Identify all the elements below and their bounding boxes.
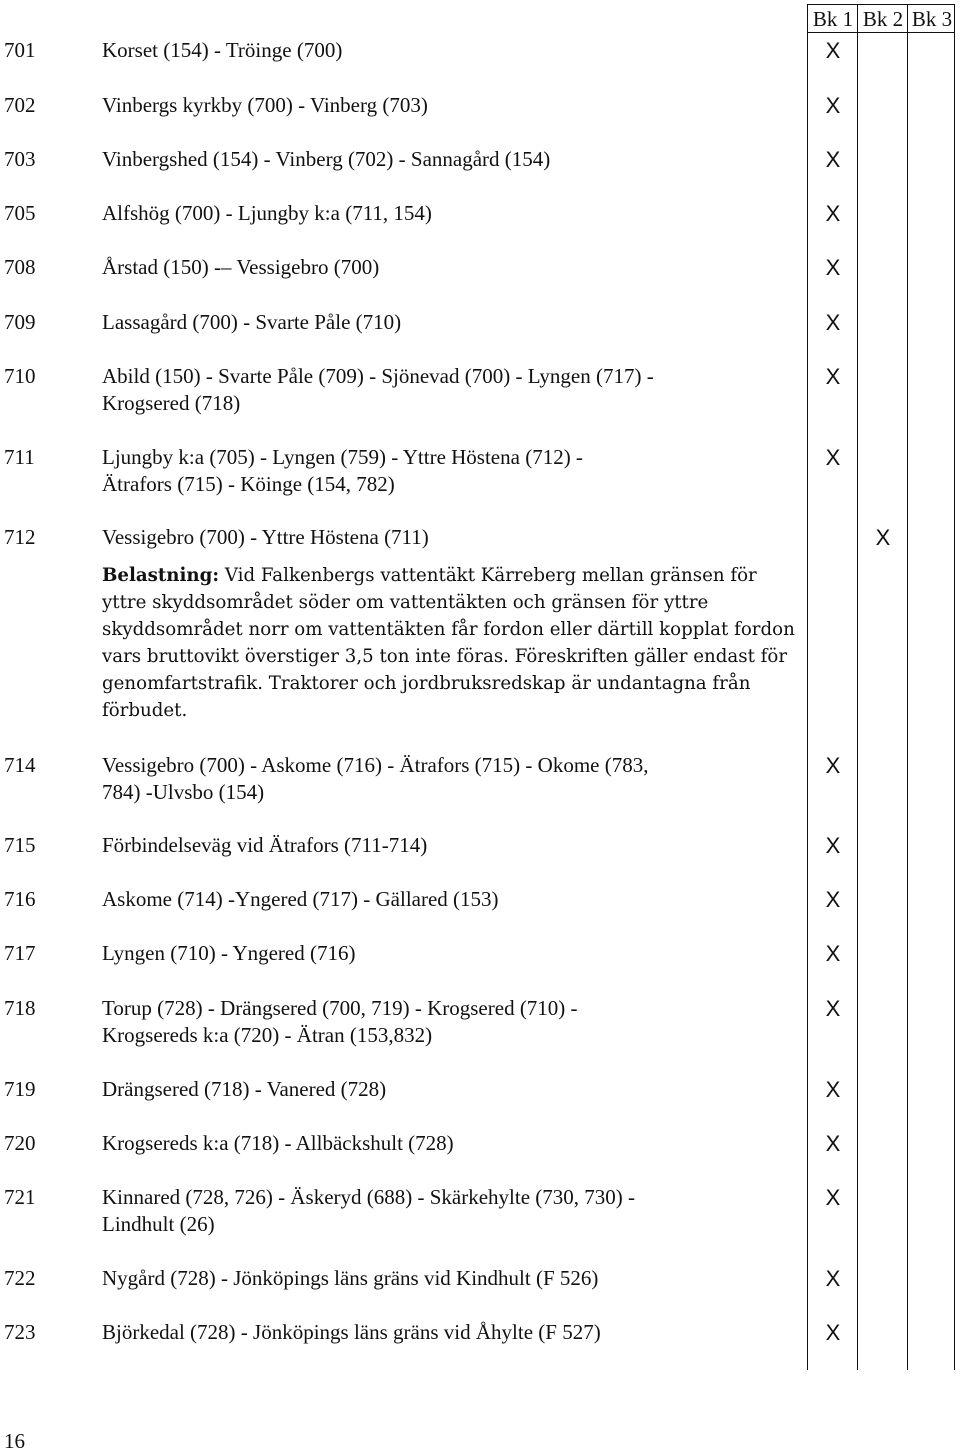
bk2-mark: X bbox=[875, 525, 891, 550]
road-number: 710 bbox=[4, 364, 36, 388]
road-description: Alfshög (700) - Ljungby k:a (711, 154) bbox=[102, 201, 432, 225]
road-number: 717 bbox=[4, 941, 36, 965]
road-description: Korset (154) - Tröinge (700) bbox=[102, 38, 343, 62]
road-description: Förbindelseväg vid Ätrafors (711-714) bbox=[102, 833, 428, 857]
road-number: 721 bbox=[4, 1185, 36, 1209]
road-number: 722 bbox=[4, 1266, 36, 1290]
road-description: Abild (150) - Svarte Påle (709) - Sjönevad (700) - Lyngen (717) - Krogsered (718) bbox=[102, 364, 654, 415]
road-description: Vessigebro (700) - Askome (716) - Ätrafors (715) - Okome (783, 784) -Ulvsbo (154) bbox=[102, 753, 649, 804]
road-number: 720 bbox=[4, 1131, 36, 1155]
column-header-bk3: Bk 3 bbox=[911, 7, 953, 31]
road-description: Vinbergshed (154) - Vinberg (702) - Sannagård (154) bbox=[102, 147, 551, 171]
load-restriction-note bbox=[102, 562, 802, 724]
bk1-mark: X bbox=[825, 201, 841, 226]
road-number: 714 bbox=[4, 753, 36, 777]
bk1-mark: X bbox=[825, 445, 841, 470]
road-description: Vessigebro (700) - Yttre Höstena (711) bbox=[102, 525, 429, 549]
bk1-mark: X bbox=[825, 1266, 841, 1291]
road-number: 705 bbox=[4, 201, 36, 225]
road-description: Askome (714) -Yngered (717) - Gällared (153) bbox=[102, 887, 499, 911]
bk1-mark: X bbox=[825, 996, 841, 1021]
note-label: Belastning: bbox=[102, 565, 220, 586]
road-description: Nygård (728) - Jönköpings läns gräns vid Kindhult (F 526) bbox=[102, 1266, 599, 1290]
road-description: Björkedal (728) - Jönköpings läns gräns vid Åhylte (F 527) bbox=[102, 1320, 601, 1344]
road-description: Torup (728) - Drängsered (700, 719) - Krogsered (710) - Krogsereds k:a (720) - Ätran (153,832) bbox=[102, 996, 578, 1047]
bk1-mark: X bbox=[825, 941, 841, 966]
road-description: Lassagård (700) - Svarte Påle (710) bbox=[102, 310, 402, 334]
road-number: 718 bbox=[4, 996, 36, 1020]
road-number: 719 bbox=[4, 1077, 36, 1101]
road-description: Ljungby k:a (705) - Lyngen (759) - Yttre Höstena (712) - Ätrafors (715) - Köinge (154, 782) bbox=[102, 445, 583, 496]
bk1-mark: X bbox=[825, 1320, 841, 1345]
bk1-mark: X bbox=[825, 1185, 841, 1210]
column-header-bk2: Bk 2 bbox=[862, 7, 904, 31]
note-text: Vid Falkenbergs vattentäkt Kärreberg mellan gränsen för yttre skyddsområdet söder om vattentäkten och gränsen för yttre skyddsområdet norr om vattentäkten får fordon eller därtill kopplat fordon vars bruttovikt överstiger 3,5 ton inte föras. Föreskriften gäller endast för genomfartstrafik. Traktorer och jordbruksredskap är undantagna från förbudet. bbox=[102, 565, 795, 721]
bk1-mark: X bbox=[825, 147, 841, 172]
bk1-mark: X bbox=[825, 38, 841, 63]
road-number: 703 bbox=[4, 147, 36, 171]
road-description: Drängsered (718) - Vanered (728) bbox=[102, 1077, 387, 1101]
road-number: 708 bbox=[4, 255, 36, 279]
bk1-mark: X bbox=[825, 93, 841, 118]
page-number: 16 bbox=[4, 1429, 25, 1453]
road-description: Lyngen (710) - Yngered (716) bbox=[102, 941, 356, 965]
road-description: Kinnared (728, 726) - Äskeryd (688) - Skärkehylte (730, 730) - Lindhult (26) bbox=[102, 1185, 636, 1236]
road-number: 711 bbox=[4, 445, 35, 469]
road-number: 723 bbox=[4, 1320, 36, 1344]
bk1-mark: X bbox=[825, 1077, 841, 1102]
road-number: 702 bbox=[4, 93, 36, 117]
bk1-mark: X bbox=[825, 1131, 841, 1156]
road-number: 712 bbox=[4, 525, 36, 549]
road-description: Krogsereds k:a (718) - Allbäckshult (728) bbox=[102, 1131, 454, 1155]
bk1-mark: X bbox=[825, 364, 841, 389]
road-description: Vinbergs kyrkby (700) - Vinberg (703) bbox=[102, 93, 428, 117]
road-number: 716 bbox=[4, 887, 36, 911]
bk1-mark: X bbox=[825, 833, 841, 858]
road-number: 715 bbox=[4, 833, 36, 857]
road-description: Årstad (150) -– Vessigebro (700) bbox=[102, 255, 380, 279]
bk1-mark: X bbox=[825, 753, 841, 778]
bk2-column-lines bbox=[857, 4, 908, 1370]
bk1-mark: X bbox=[825, 310, 841, 335]
bk1-mark: X bbox=[825, 887, 841, 912]
column-header-bk1: Bk 1 bbox=[812, 7, 854, 31]
header-bottom-line bbox=[807, 32, 955, 33]
road-number: 701 bbox=[4, 38, 36, 62]
road-number: 709 bbox=[4, 310, 36, 334]
bk1-mark: X bbox=[825, 255, 841, 280]
